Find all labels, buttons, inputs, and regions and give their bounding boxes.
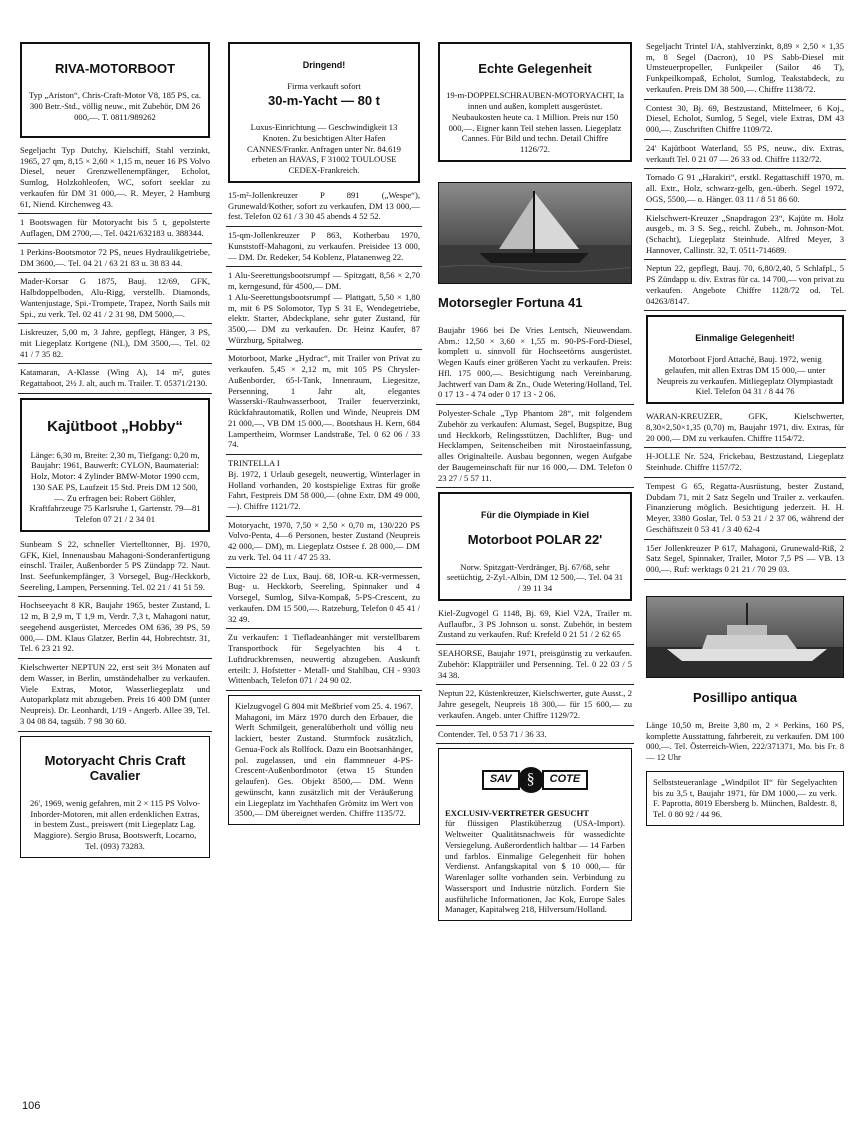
ad-listing: Motoryacht, 1970, 7,50 × 2,50 × 0,70 m, 130/220 PS Volvo-Penta, 4—6 Personen, bester Zustand (Neupreis 42 000,— DM), m. Liegeplatz Ostsee f. 28 000,— DM zu verk. Tel. 04 11 / 47 25 33. [226, 517, 422, 568]
motorboat-image [647, 597, 844, 677]
ad-heading: RIVA-MOTORBOOT [54, 60, 176, 76]
ad-hobby [20, 398, 210, 532]
ad-listing: Contender. Tel. 0 53 71 / 36 33. [436, 726, 634, 745]
ad-heading: Motorsegler Fortuna 41 [438, 295, 583, 311]
ad-listing: TRINTELLA I Bj. 1972, 1 Urlaub gesegelt, neuwertig, Winterlager in Holland vorhanden, 20 kostspielige Extras für große Fahrt, Festpreis DM 58 000,— (ohne Extr. DM 49 000,—). Chiffre 1121/72. [226, 455, 422, 517]
ad-kicker: Dringend! [302, 59, 346, 70]
ad-body: Norw. Spitzgatt-Verdränger, Bj. 67/68, sehr seetüchtig, 2-Zyl.-Albin, DM 12 500,—. Tel. 04 31 / 39 11 34 [446, 561, 624, 594]
ad-listing: SEAHORSE, Baujahr 1971, preisgünstig zu verkaufen. Zubehör: Klappträiler und Persenning. Tel. 0 22 03 / 5 34 38. [436, 645, 634, 685]
ad-echte-gelegenheit [438, 42, 632, 162]
ad-listing: Tornado G 91 „Harakiri“, erstkl. Regattaschiff 1970, m. all. Extr., Holz, schwarz-gelb, gen.-überh. Segel 1972, OGS, 5500,— o. Hänger. 03 11 / 8 51 86 60. [644, 169, 846, 209]
ad-body: für flüssigen Plastiküberzug (USA-Import). Weltweiter Qualitätsnachweis für wassedichte Versiegelung. Außerordentlich haltbar — 14 Farben und farblos. Einmalige Gelegenheit für hohen Verdienst. Anfangskapital von $ 10 000,— für Warenlager sollte vorhanden sein. Verbindung zu Wassersport und Industrie nützlich. Fordern Sie ausführliche Informationen, Jac Kok, Europe Sales Manager, Kapitalweg 218, Hilversum/Holland. [445, 818, 625, 915]
ad-listing: Motorboot, Marke „Hydrac“, mit Trailer von Privat zu verkaufen. 5,45 × 2,12 m, mit 105 PS Chrysler-Außenborder, 65-l-Tank, Innenraum, Liegesitze, Persenning, 1 Jahr alt, elegantes Wasserski-/Rauhwasserboot, Trailer feuerverzinkt, Rückfahrautomatik, Rollen und Winde, Neupreis DM 21 000,—, VB DM 15 000,—. Bootshaus H. Kern, 684 Lampertheim, Wormser Landstraße, Tel. 0 62 06 / 33 74. [226, 350, 422, 455]
ad-listing: H-JOLLE Nr. 524, Frickebau, Bestzustand, Liegeplatz Steinhude. Chiffre 1157/72. [644, 448, 846, 477]
ad-heading: Motoryacht Chris Craft Cavalier [44, 753, 186, 784]
ad-listing: Neptun 22, gepflegt, Bauj. 70, 6,80/2,40, 5 Schlafpl., 5 PS Zündapp u. div. Extras für ca. 14 700,— von privat zu verkaufen. Angebote Chiffre 1128/72 od. Tel. 04263/8147. [644, 260, 846, 311]
ad-listing: Zu verkaufen: 1 Tiefladeanhänger mit verstellbarem Transportbock für Segelyachten bis 4 t. Luftdruckbremsen, neuwertig abzugeben. Auskunft erteilt: J. Hofstetter - Metall- und Stahlbau, CH - 9303 Wittenbach, Telefon 071 / 24 90 02. [226, 629, 422, 691]
ad-polar [438, 492, 632, 601]
ad-heading: 30-m-Yacht — 80 t [268, 92, 380, 108]
column-4 [644, 38, 846, 830]
savcote-logo: SAV § COTE [445, 767, 625, 793]
ad-riva [20, 42, 210, 138]
ad-listing: WARAN-KREUZER, GFK, Kielschwerter, 8,30×2,50×1,35 (0,70) m, Baujahr 1971, div. Extras, für 20 000,— DM zu verkaufen. Chiffre 1154/72. [644, 408, 846, 448]
ad-listing: Kielschwerter NEPTUN 22, erst seit 3½ Monaten auf dem Wasser, in Berlin, umständehalber zu verkaufen. Viele Extras, Motor, Wasserliegeplatz und Autoparkplatz mit abzugeben. Preis 16 400 DM (unter Neupreis). Dr. Leonhardt, 1/19 - Angerb. Allee 39, Tel. 3 04 08 84, tagsüb. 7 98 30 60. [18, 659, 212, 731]
sailboat-image [439, 183, 632, 283]
ad-listing: Mader-Korsar G 1875, Bauj. 12/69, GFK, Halbdoppelboden, Alu-Rigg, verstellb. Diamonds, Wantenjustage, Spi.-Trompete, Trapez, North Sails mit Spi., zu verk. Tel. 02 41 / 2 31 98, DM 5000,—. [18, 273, 212, 324]
ad-body: Länge 10,50 m, Breite 3,80 m, 2 × Perkins, 160 PS, komplette Ausstattung, fahrbereit, zu verkaufen. DM 100 000,—. Tel. Österreich-Wien, 222/371371, Mo. bis Fr. 8 — 12 Uhr [646, 719, 844, 763]
ad-listing: Kielschwert-Kreuzer „Snapdragon 23“, Kajüte m. Holz ausgeb., m. 3 S. Seg., reichl. Zubeh., m. Johnson-Mot. (Schacht), Liegeplatz Steinhude. Alfred Meyer, 3 Hannover, Callinstr. 32, T. 0511-714689. [644, 210, 846, 261]
ad-listing: 1 Bootswagen für Motoryacht bis 5 t, gepolsterte Auflagen, DM 2700,—. Tel. 0421/632183 u. 388344. [18, 214, 212, 243]
ad-body: Länge: 6,30 m, Breite: 2,30 m, Tiefgang: 0,20 m, Baujahr: 1961, Bauwerft: CYLON, Baumaterial: Holz, Motor: 4 Zylinder BMW-Motor 1990 ccm, 130 SAE PS, Laufzeit 15 Std. Preis DM 12 500,—. Zu erfragen bei: Robert Göhler, Kraftfahrzeuge 75 Karlsruhe 1, Gartenstr. 79—81 Telefon 07 21 / 2 34 01 [29, 449, 201, 525]
column-2 [226, 38, 422, 829]
ad-listing: Sunbeam S 22, schneller Viertelltonner, Bj. 1970, GFK, Kiel, Innenausbau Mahagoni-Sonderanfertigung einschl. Trailer, Außenborder 5 PS Zündapp 72. Naut. Inst. Seefunkempfänger, 3 Vorsegel, Bug-/Heckkorb, Seereling, Lampen, Persenning. Tel. 02 21 / 41 51 59. [18, 536, 212, 598]
ad-listing: Contest 30, Bj. 69, Bestzustand, Mittelmeer, 6 Koj., Diesel, Echolot, Sumlog, 5 Segel, viele Extras, DM 43 000,—. Zuschriften Chiffre 1109/72. [644, 100, 846, 140]
ad-listing: Hochseeyacht 8 KR, Baujahr 1965, bester Zustand, L 12 m, B 2,9 m, T 1,9 m, Verdr. 7,3 t, Mahagoni natur, seegehend ausgerüstet, Mercedes OM 636, 39 PS, 59 000,— DM. Klaus Glatzer, Berlin 44, Hobrechtstr. 31, Tel. 6 23 21 92. [18, 597, 212, 659]
column-1 [18, 38, 212, 862]
column-3 [436, 38, 634, 925]
ad-subhead: Firma verkauft sofort [287, 80, 361, 91]
ad-listing: Katamaran, A-Klasse (Wing A), 14 m², gutes Regattaboot, 2½ J. alt, auch m. Trailer. T. 05371/2130. [18, 364, 212, 393]
ad-listing: Victoire 22 de Lux, Bauj. 68, IOR-u. KR-vermessen, Bug- u. Heckkorb, Seereling, Spinnaker und 4 Vorsegel, Sumlog, Silva-Kompaß, 5-PS-Crescent, zu verkaufen. DM 15 500,—. Ratzeburg, Telefon 0 45 41 / 32 49. [226, 568, 422, 630]
ad-heading: Echte Gelegenheit [478, 60, 592, 76]
page-number: 106 [22, 1100, 41, 1112]
ad-body: Baujahr 1966 bei De Vries Lentsch, Nieuwendam. Abm.: 12,50 × 3,60 × 1,55 m. 90-PS-Ford-Diesel, komplett u. sinnvoll für Hochseetörns ausgerüstet. Wegen Kaufs einer größeren Yacht zu verkaufen. Preis: Hfl. 175 000,—. Besichtigung nach Vereinbarung. Jachtwerf van Dam & Zn., Oude Wetering/Holland, Tel. 0 17 13 - 4 74 oder 0 17 13 - 2 06. [438, 324, 632, 400]
ad-listing: 15-m²-Jollenkreuzer P 891 („Wespe“), Grunewald/Kother, sofort zu verkaufen, DM 13 000,— fest. Telefon 02 61 / 3 30 45 abends 4 52 52. [226, 187, 422, 227]
ad-body: 26', 1969, wenig gefahren, mit 2 × 115 PS Volvo-Inborder-Motoren, mit allen erdenklichen Extras, in bestem Zust., preiswert (mit Liegeplatz Lag. Maggiore). Sergio Brusa, Bootswerft, Locarno, Tel. (093) 73283. [30, 797, 200, 851]
ad-listing: Kiel-Zugvogel G 1148, Bj. 69, Kiel V2A, Trailer m. Auflaufbr., 3 PS Johnson u. sonst. Zubehör, in bestem Zustand zu verkaufen. Ruf: Krefeld 0 21 51 / 2 62 65 [436, 605, 634, 645]
ad-body: Luxus-Einrichtung — Geschwindigkeit 13 Knoten. Zu besichtigen Alter Hafen CANNES/Frankr. Anfragen unter Nr. 84.619 erbeten an HAVAS, F 31002 TOULOUSE CEDEX-Frankreich. [247, 122, 401, 176]
ad-cavalier [20, 736, 210, 858]
ad-fortuna [436, 166, 634, 404]
ad-body: 19-m-DOPPELSCHRAUBEN-MOTORYACHT, Ia innen und außen, komplett ausgerüstet. Neubaukosten heute ca. 1 Million. Preis nur 150 000,—. Eigner kann Teil stehen lassen. Liegeplatz Cannes. Für Bild und techn. Detail Chiffre 1126/72. [446, 90, 624, 155]
ad-kicker: Für die Olympiade in Kiel [480, 509, 590, 520]
ad-listing: Liskreuzer, 5,00 m, 3 Jahre, gepflegt, Hänger, 3 PS, mit Liegeplatz Kortgene (NL), DM 3500,—. Tel. 02 41 / 7 35 82. [18, 324, 212, 364]
ad-fjord-attache [646, 315, 844, 404]
ad-listing: 15-qm-Jollenkreuzer P 863, Kotherbau 1970, Kunststoff-Mahagoni, zu verkaufen. Preisidee 13 000,— DM. Dr. Redeker, 54 Koblenz, Platanenweg 22. [226, 227, 422, 267]
ad-heading: Posillipo antiqua [692, 690, 797, 706]
ad-subhead: EXCLUSIV-VERTRETER GESUCHT [445, 807, 589, 818]
ad-listing: Tempest G 65, Regatta-Ausrüstung, bester Zustand, Dubdam 71, mit 2 Satz Segeln und Trailer z. verkaufen. Finanzierung möglich. Besichtigung jederzeit. H. H. Meyer, 3380 Goslar, Tel. 0 53 21 / 2 37 06, während der Geschäftszeit 0 53 41 / 3 40 62-4 [644, 478, 846, 540]
ad-listing: 1 Perkins-Bootsmotor 72 PS, neues Hydraulikgetriebe, DM 3600,—. Tel. 04 21 / 63 21 83 u. 38 83 44. [18, 244, 212, 273]
ad-kicker: Einmalige Gelegenheit! [695, 333, 795, 344]
ad-kielzugvogel: Kielzugvogel G 804 mit Meßbrief vom 25. 4. 1967. Mahagoni, im März 1970 durch den Erbauer, die Werft Schmilgeit, generalüberholt und völlig neu lackiert, bester Zustand. Sturmfock zusätzlich, Genua-Fock als Rollfock. Dazu ein Bootsanhänger, pol. zugelassen, und ein flammneuer 4-PS-Crescent-Außenbordmotor (etwa 15 Stunden gelaufen). Ges. Objekt 8500,— DM. Wenn gewünscht, kann zusätzlich mit der Veräußerung ein Liegeplatz im Yachthafen Grömitz im Wert von 3500,— DM übereignet werden. Chiffre 1135/72. [228, 695, 420, 825]
ad-30m-yacht [228, 42, 420, 183]
ad-windpilot: Selbststeueranlage „Windpilot II“ für Segelyachten bis zu 3,5 t, Baujahr 1971, für DM 1000,— zu verk. F. Paprotta, 8019 Ebersberg b. München, Baldestr. 8, Tel. 0 80 92 / 44 96. [646, 771, 844, 826]
ad-listing: 15er Jollenkreuzer P 617, Mahagoni, Grunewald-Riß, 2 Satz Segel, Spinnaker, Trailer, Motor 7,5 PS — VB. 13 000,—. Ruf: werktags 0 21 21 / 70 29 03. [644, 540, 846, 580]
ad-heading: Motorboot POLAR 22' [467, 532, 603, 548]
boat-photo [438, 182, 632, 284]
ad-savcote [438, 748, 632, 921]
ad-listing: Polyester-Schale „Typ Phantom 28“, mit folgendem Zubehör zu verkaufen: Alumast, Segel, Bugspitze, Bug und Heckkorb, Relingsstützen, Dachlifter, Bug- und Hecklampen, Seitenscheiben mit Nirostaeinfassung, alles Originalteile. Ausbau begonnen, wegen Aufgabe der Baugemeinschaft für nur 16 000,— DM. Telefon 0 23 27 / 5 57 11. [436, 404, 634, 488]
ad-listing: Neptun 22, Küstenkreuzer, Kielschwerter, gute Ausst., 2 Jahre gesegelt, Neupreis 18 300,— für 15 600,— zu verkaufen. Angeb. unter Chiffre 1129/72. [436, 685, 634, 725]
ad-listing: 24' Kajütboot Waterland, 55 PS, neuw., div. Extras, verkauft Tel. 0 21 07 — 26 33 od. Chiffre 1132/72. [644, 140, 846, 169]
ad-listing: Segeljacht Trintel I/A, stahlverzinkt, 8,89 × 2,50 × 1,35 m, 8 Segel (Dacron), 10 PS Sabb-Diesel mit Umsteuerpropeller, Funkpeiler (Sailor 46 T), Funkpeilkompaß, Echolot, Sumlog, Teakstabdeck, zu verkaufen. Preis DM 38 500,—. Chiffre 1138/72. [644, 38, 846, 100]
ad-posillipo [644, 580, 846, 767]
ad-listing: Segeljacht Typ Dutchy, Kielschiff, Stahl verzinkt, 1965, 27 qm, 8,15 × 2,60 × 1,15 m, neuer 16 PS Volvo Diesel, neuer Grenzwellenempfänger, Echolot, Sumlog, Holzkohleofen, WC, sofort seeklar zu verkaufen für DM 31 000,—. R. Meyer, 2 Hamburg 61, Niend. Kirchenweg 43. [18, 142, 212, 214]
ad-heading: Kajütboot „Hobby“ [47, 417, 183, 435]
seahorse-icon: § [518, 767, 544, 793]
ad-listing: 1 Alu-Seerettungsbootsrumpf — Spitzgatt, 8,56 × 2,70 m, kerngesund, für 4500,— DM. 1 Alu-Seerettungsbootsrumpf — Plattgatt, 5,50 × 1,80 m, mit 6 PS Solomotor, Typ S 31 E, Wendegetriebe, elektr. Starter, Abdeckplane, sehr guter Zustand, für 3500,— DM zu verkaufen. Dr. Heinz Kaufer, 87 Würzburg, Spitalweg. [226, 267, 422, 350]
ad-body: Motorboot Fjord Attaché, Bauj. 1972, wenig gelaufen, mit allen Extras DM 15 000,— unter Neupreis zu verkaufen. Mitliegeplatz Olympiastadt Kiel. Telefon 04 31 / 8 44 76 [656, 354, 834, 397]
ad-body: Typ „Ariston“, Chris-Craft-Motor V8, 185 PS, ca. 300 Betr.-Std., völlig neuw., mit Zubehör, DM 26 000,—. T. 0811/989262 [28, 90, 202, 122]
motorboat-photo [646, 596, 844, 678]
